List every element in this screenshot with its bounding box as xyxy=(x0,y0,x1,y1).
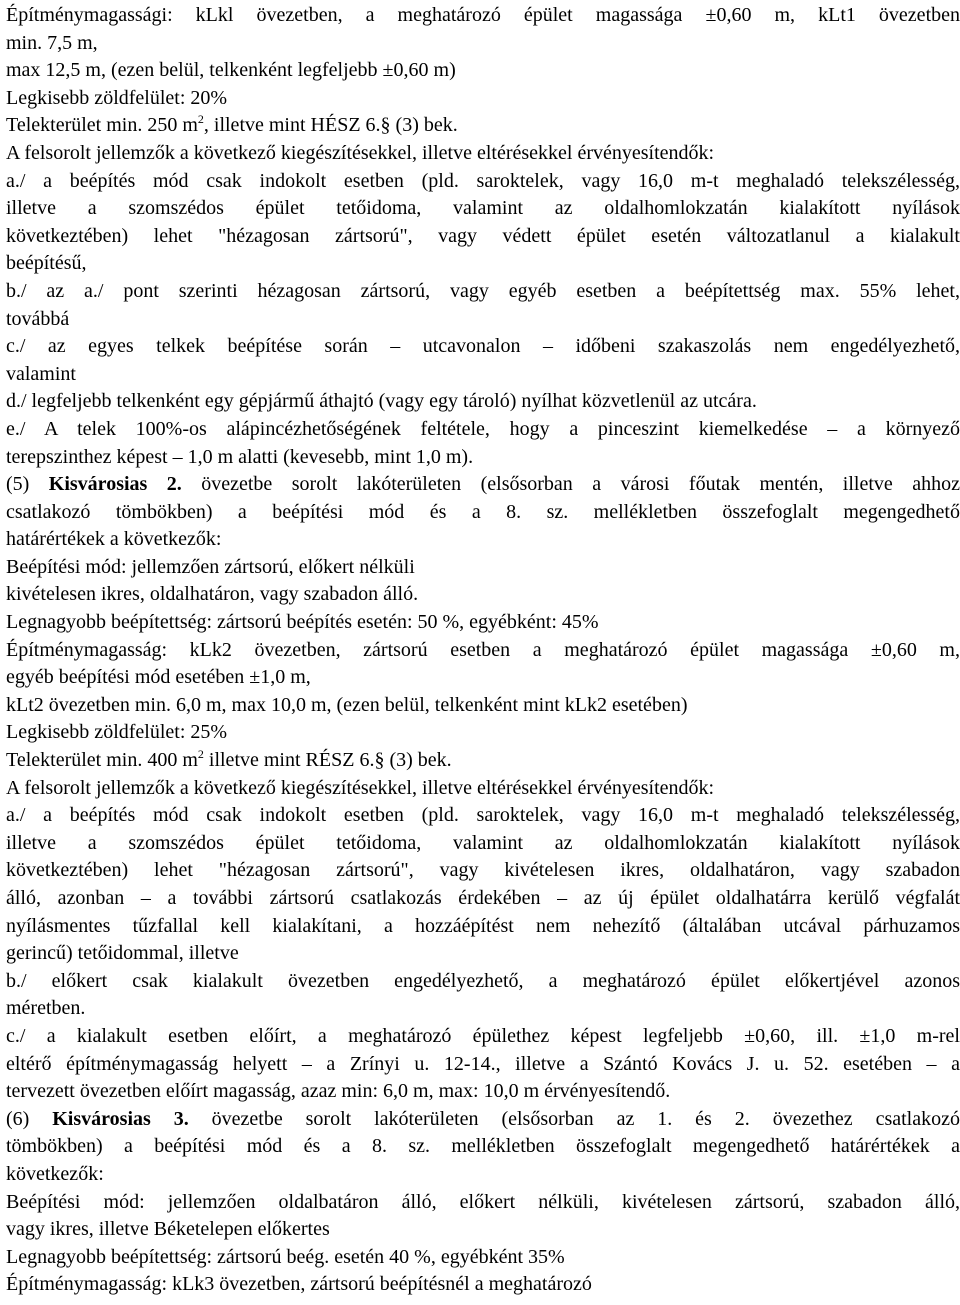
text-run: Legkisebb zöldfelület: 20% xyxy=(6,86,228,109)
text-run: A felsorolt jellemzők a következő kiegészítésekkel, illetve eltérésekkel érvényesítendők: xyxy=(6,141,715,164)
text-line xyxy=(6,913,960,941)
text-line xyxy=(6,140,960,168)
text-line xyxy=(6,1271,960,1299)
text-run: Építménymagasság: kLk2 övezetben, zártsorú esetben a meghatározó épület magassága ±0,60 m, xyxy=(6,638,960,661)
text-run: d./ legfeljebb telkenként egy gépjármű áthajtó (vagy egy tároló) nyílhat közvetlenül az utcára. xyxy=(6,390,757,413)
text-line xyxy=(6,1051,960,1079)
text-line xyxy=(6,968,960,996)
text-line xyxy=(6,444,960,472)
text-line xyxy=(6,747,960,775)
text-line xyxy=(6,1078,960,1106)
text-run: gerincű) tetőidommal, illetve xyxy=(6,942,239,965)
section-title: Kisvárosias 2. xyxy=(48,473,182,496)
text-line xyxy=(6,471,960,499)
text-line xyxy=(6,857,960,885)
text-run: Legnagyobb beépítettség: zártsorú beég. esetén 40 %, egyébként 35% xyxy=(6,1245,565,1268)
text-line xyxy=(6,388,960,416)
text-run: egyéb beépítési mód esetében ±1,0 m, xyxy=(6,666,311,689)
text-run: méretben. xyxy=(6,997,86,1020)
text-run: határértékek a következők: xyxy=(6,528,222,551)
text-run: max 12,5 m, (ezen belül, telkenként legfeljebb ±0,60 m) xyxy=(6,59,456,82)
text-run: e./ A telek 100%-os alápincézhetőségének feltétele, hogy a pinceszint kiemelkedése – a környező xyxy=(6,417,960,440)
text-run: Telekterület min. 400 m xyxy=(6,749,198,772)
document-body xyxy=(6,2,960,1299)
text-line xyxy=(6,278,960,306)
text-line xyxy=(6,609,960,637)
text-run: övezetbe sorolt lakóterületen (elsősorban a városi főutak mentén, illetve ahhoz xyxy=(181,473,960,496)
text-line xyxy=(6,306,960,334)
text-line xyxy=(6,250,960,278)
text-line xyxy=(6,1023,960,1051)
text-run: következtében) lehet "hézagosan zártsorú", vagy védett épület esetén változatlanul a kialakult xyxy=(6,224,960,247)
text-run: b./ előkert csak kialakult övezetben engedélyezhető, a meghatározó épület előkertjével azonos xyxy=(6,969,960,992)
text-line xyxy=(6,333,960,361)
text-run: kLt2 övezetben min. 6,0 m, max 10,0 m, (ezen belül, telkenként mint kLk2 esetében) xyxy=(6,693,688,716)
text-run: Telekterület min. 250 m xyxy=(6,114,198,137)
text-line xyxy=(6,830,960,858)
text-line xyxy=(6,719,960,747)
text-run: a./ a beépítés mód csak indokolt esetben (pld. saroktelek, vagy 16,0 m-t meghaladó telekszélesség, xyxy=(6,169,960,192)
text-line xyxy=(6,416,960,444)
text-line xyxy=(6,195,960,223)
text-line xyxy=(6,1161,960,1189)
text-line xyxy=(6,2,960,30)
text-line xyxy=(6,1133,960,1161)
text-run: továbbá xyxy=(6,307,70,330)
text-line xyxy=(6,223,960,251)
text-run: illetve a szomszédos épület tetőidoma, valamint az oldalhomlokzatán kialakított nyílások xyxy=(6,197,960,220)
superscript: 2 xyxy=(197,747,204,762)
text-line xyxy=(6,940,960,968)
text-run: Legnagyobb beépítettség: zártsorú beépítés esetén: 50 %, egyébként: 45% xyxy=(6,611,599,634)
text-run: tervezett övezetben előírt magasság, azaz min: 6,0 m, max: 10,0 m érvényesítendő. xyxy=(6,1080,671,1103)
text-line xyxy=(6,664,960,692)
text-line xyxy=(6,57,960,85)
text-run: Beépítési mód: jellemzően oldalbatáron álló, előkert nélküli, kivételesen zártsorú, szabadon álló, xyxy=(6,1190,960,1213)
text-line xyxy=(6,995,960,1023)
text-run: nyílásmentes tűzfallal kell kialakítani, a hozzáépítést nem nehezítő (általában utcával párhuzamos xyxy=(6,914,960,937)
text-run: kivételesen ikres, oldalhatáron, vagy szabadon álló. xyxy=(6,583,419,606)
text-run: illetve a szomszédos épület tetőidoma, valamint az oldalhomlokzatán kialakított nyílások xyxy=(6,831,960,854)
text-line xyxy=(6,85,960,113)
superscript: 2 xyxy=(197,112,204,127)
text-line xyxy=(6,1244,960,1272)
text-run: Legkisebb zöldfelület: 25% xyxy=(6,721,228,744)
text-line xyxy=(6,581,960,609)
text-run: valamint xyxy=(6,362,76,385)
text-line xyxy=(6,112,960,140)
text-line xyxy=(6,775,960,803)
text-run: , illetve mint HÉSZ 6.§ (3) bek. xyxy=(203,114,458,137)
text-run: beépítésű, xyxy=(6,252,87,275)
text-run: a./ a beépítés mód csak indokolt esetben (pld. saroktelek, vagy 16,0 m-t meghaladó telekszélesség, xyxy=(6,804,960,827)
section-title: Kisvárosias 3. xyxy=(52,1107,189,1130)
text-run: b./ az a./ pont szerinti hézagosan zártsorú, vagy egyéb esetben a beépítettség max. 55% lehet, xyxy=(6,279,960,302)
text-run: eltérő építménymagasság helyett – a Zrínyi u. 12-14., illetve a Szántó Kovács J. u. 52. esetében – a xyxy=(6,1052,960,1075)
text-run: (6) xyxy=(6,1107,53,1130)
text-line xyxy=(6,802,960,830)
text-line xyxy=(6,526,960,554)
text-line xyxy=(6,361,960,389)
text-line xyxy=(6,692,960,720)
text-run: csatlakozó tömbökben) a beépítési mód és a 8. sz. mellékletben összefoglalt megengedhető xyxy=(6,500,960,523)
text-line xyxy=(6,168,960,196)
text-run: terepszinthez képest – 1,0 m alatti (kevesebb, mint 1,0 m). xyxy=(6,445,474,468)
text-run: következtében) lehet "hézagosan zártsorú", vagy kivételesen ikres, oldalhatáron, vagy szabadon xyxy=(6,859,960,882)
text-run: (5) xyxy=(6,473,49,496)
text-run: Építménymagasság: kLk3 övezetben, zártsorú beépítésnél a meghatározó xyxy=(6,1273,592,1296)
text-line xyxy=(6,499,960,527)
text-line xyxy=(6,1216,960,1244)
text-run: c./ az egyes telkek beépítése során – utcavonalon – időbeni szakaszolás nem engedélyezhető, xyxy=(6,335,960,358)
text-line xyxy=(6,1189,960,1217)
text-line xyxy=(6,885,960,913)
text-run: tömbökben) a beépítési mód és a 8. sz. mellékletben összefoglalt megengedhető határértékek a xyxy=(6,1135,960,1158)
text-run: következők: xyxy=(6,1162,104,1185)
text-run: övezetbe sorolt lakóterületen (elsősorban az 1. és 2. övezethez csatlakozó xyxy=(188,1107,960,1130)
text-line xyxy=(6,637,960,665)
text-line xyxy=(6,554,960,582)
text-line xyxy=(6,30,960,58)
text-run: Beépítési mód: jellemzően zártsorú, előkert nélküli xyxy=(6,555,415,578)
text-run: vagy ikres, illetve Béketelepen előkertes xyxy=(6,1218,330,1241)
text-run: Építménymagassági: kLkl övezetben, a meghatározó épület magassága ±0,60 m, kLt1 övezetben xyxy=(6,4,960,26)
text-run: A felsorolt jellemzők a következő kiegészítésekkel, illetve eltérésekkel érvényesítendők: xyxy=(6,776,715,799)
text-run: c./ a kialakult esetben előírt, a meghatározó épülethez képest legfeljebb ±0,60, ill. ±1,0 m-rel xyxy=(6,1024,960,1047)
text-run: álló, azonban – a további zártsorú csatlakozás érdekében – az új épület oldalhatárra kerülő végfalát xyxy=(6,887,960,909)
text-run: illetve mint RÉSZ 6.§ (3) bek. xyxy=(203,749,452,772)
text-line xyxy=(6,1106,960,1134)
text-run: min. 7,5 m, xyxy=(6,31,98,54)
